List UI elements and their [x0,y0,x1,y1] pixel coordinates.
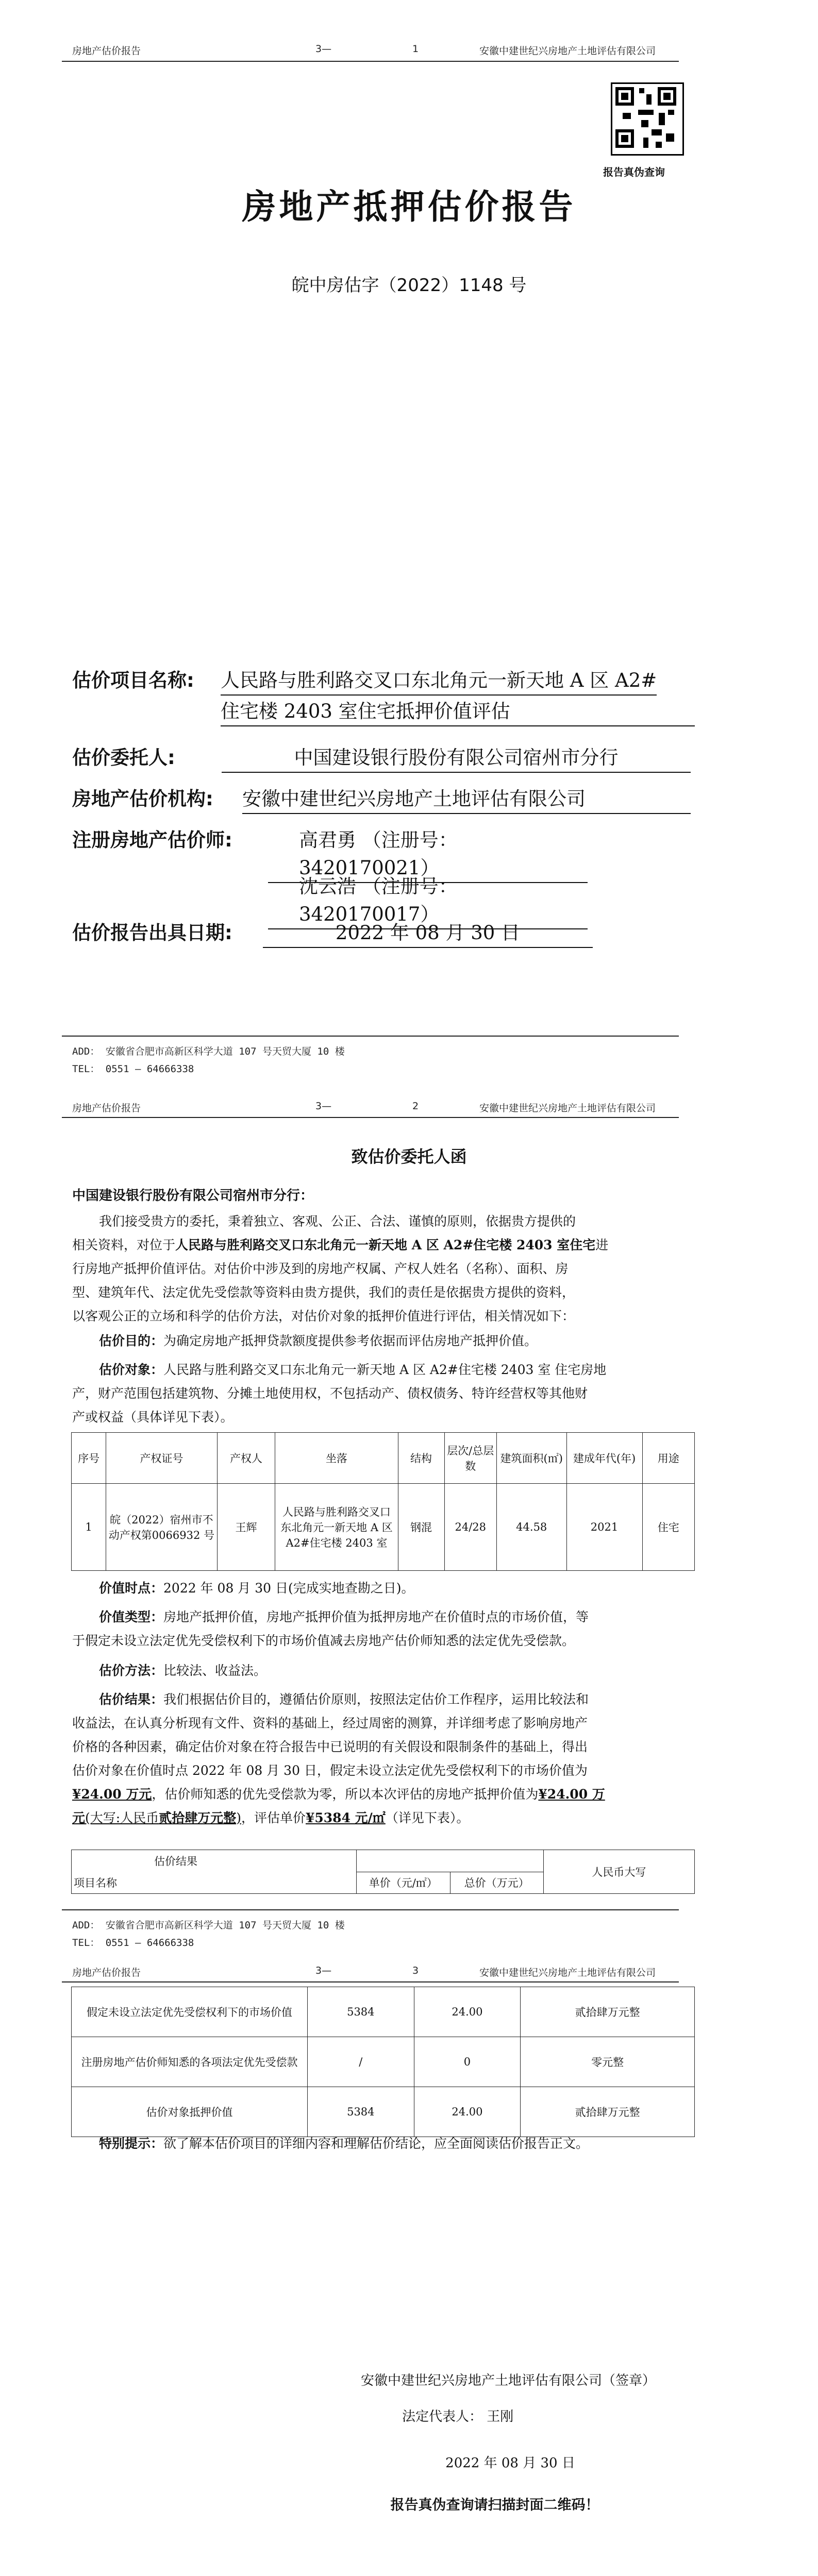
col-header: 坐落 [275,1433,398,1484]
intro-location: 人民路与胜利路交叉口东北角元一新天地 A 区 A2#住宅楼 2403 室住宅 [175,1238,596,1252]
footer-address: ADD： 安徽省合肥市高新区科学大道 107 号天贸大厦 10 楼 [72,1046,345,1057]
value-type-label: 价值类型： [99,1609,164,1624]
col-header: 层次/总层数 [444,1433,496,1484]
unit-price: ¥5384 元/㎡ [306,1810,386,1825]
result-label: 估价结果： [99,1692,164,1707]
property-table [71,1432,695,1571]
table-cell: 钢混 [398,1484,444,1571]
table-cell: 住宅 [642,1484,694,1571]
result-table [71,1987,695,2137]
signature-rep: 法定代表人： 王刚 [402,2409,514,2425]
object-paragraph [72,1358,696,1429]
result-total: 0 [414,2037,521,2087]
result-unit: / [308,2037,414,2087]
appraiser-value-2: 沈云浩 （注册号：3420170017） [268,871,588,929]
result-total: 24.00 [414,2087,521,2137]
col-header: 用途 [642,1433,694,1484]
project-name-label: 估价项目名称: [72,669,194,691]
object-text-2: 产，财产范围包括建筑物、分摊土地使用权，不包括动产、债权债务、特许经营权等其他财 [72,1386,588,1401]
agency-value: 安徽中建世纪兴房地产土地评估有限公司 [242,783,691,814]
table-row [72,1484,695,1571]
page-header-mid: 3— [315,43,332,55]
object-text-3: 产或权益（具体详见下表）。 [72,1410,233,1425]
col-header: 产权人 [217,1433,275,1484]
qr-code[interactable] [611,82,684,156]
purpose-text: 为确定房地产抵押贷款额度提供参考依据而评估房地产抵押价值。 [163,1333,538,1348]
table-cell: 1 [72,1484,106,1571]
result-cn: 贰拾肆万元整 [521,2087,695,2137]
agency-label: 房地产估价机构: [72,788,213,810]
project-name-value: 人民路与胜利路交叉口东北角元一新天地 A 区 A2# [221,665,657,696]
value-date-paragraph [72,1577,696,1600]
result-head-spacer [356,1850,543,1872]
notice-paragraph [72,2132,696,2156]
table-row [72,2037,695,2087]
value-type-text-2: 于假定未设立法定优先受偿权利下的市场价值减去房地产估价师知悉的法定优先受偿款。 [72,1633,575,1648]
footer-address: ADD： 安徽省合肥市高新区科学大道 107 号天贸大厦 10 楼 [72,1920,345,1931]
value-date-text: 2022 年 08 月 30 日(完成实地查勘之日)。 [163,1581,414,1596]
page-number: 2 [412,1100,419,1112]
footer-tel: TEL： 0551 — 64666338 [72,1937,194,1948]
result-cn: 贰拾肆万元整 [521,1987,695,2037]
result-name: 注册房地产估价师知悉的各项法定优先受偿款 [72,2037,308,2087]
header-rule [62,1981,679,1982]
signature-date: 2022 年 08 月 30 日 [445,2455,575,2471]
footer-tel: TEL： 0551 — 64666338 [72,1063,194,1075]
issue-date-value: 2022 年 08 月 30 日 [263,917,593,948]
col-header: 建成年代(年) [566,1433,642,1484]
col-header: 结构 [398,1433,444,1484]
table-cell: 44.58 [496,1484,566,1571]
purpose-paragraph [72,1329,696,1353]
market-value-amount: ¥24.00 万元 [72,1787,152,1802]
result-total: 24.00 [414,1987,521,2037]
report-number: 皖中房估字（2022）1148 号 [291,275,527,296]
result-name: 估价对象抵押价值 [72,2087,308,2137]
page-header-mid: 3— [315,1965,332,1976]
appraiser-label: 注册房地产估价师: [72,829,232,851]
object-text-1: 人民路与胜利路交叉口东北角元一新天地 A 区 A2#住宅楼 2403 室 住宅房地 [163,1362,607,1377]
header-rule [62,1117,679,1118]
result-paragraph: 估价结果：我们根据估价目的，遵循估价原则，按照法定估价工作程序，运用比较法和 收益法，在认真分析现有文件、资料的基础上，经过周密的测算，并详细考虑了影响房地产 价格的各种因素，确定估价对象在符合报告中已说明的有关假设和限制条件的基础上，得出 估价对象在价值时点 2022 年 08 月 30 日，假定未设立法定优先受偿权利下的市场价值为 ¥24.00 万元，估价师知悉的优先受偿款为零，所以本次评估的房地产抵押价值为¥24.00 万 元(大写:人民币贰拾肆万元整)，评估单价¥5384 元/㎡（详见下表）。 [72,1692,605,1825]
notice-label: 特别提示： [99,2136,164,2151]
header-rule [62,61,679,62]
mortgage-value-amount: ¥24.00 万 [538,1787,605,1802]
result-head-cn: 人民币大写 [543,1850,694,1894]
result-head-total: 总价（万元） [450,1872,543,1894]
verify-note: 报告真伪查询请扫描封面二维码！ [390,2497,599,2513]
col-header: 序号 [72,1433,106,1484]
page-header-left: 房地产估价报告 [72,45,141,57]
table-row [72,1987,695,2037]
issue-date-label: 估价报告出具日期: [72,922,232,944]
page-header-left: 房地产估价报告 [72,1103,141,1114]
page-header-right: 安徽中建世纪兴房地产土地评估有限公司 [479,1103,656,1114]
value-type-paragraph [72,1605,696,1653]
intro-line-2: 相关资料，对位于人民路与胜利路交叉口东北角元一新天地 A 区 A2#住宅楼 2403 室住宅进 [72,1238,609,1252]
result-head: 估价结果 [72,1850,357,1872]
method-paragraph [72,1659,696,1683]
result-name: 假定未设立法定优先受偿权利下的市场价值 [72,1987,308,2037]
intro-line-4: 型、建筑年代、法定优先受偿款等资料由贵方提供，我们的责任是依据贵方提供的资料， [72,1285,575,1300]
intro-line-5: 以客观公正的立场和科学的估价方法，对估价对象的抵押价值进行评估，相关情况如下： [72,1309,575,1324]
object-label: 估价对象： [99,1362,164,1377]
result-head-item: 项目名称 [72,1872,357,1894]
signature-company: 安徽中建世纪兴房地产土地评估有限公司（签章） [361,2373,656,2388]
col-header: 产权证号 [106,1433,217,1484]
table-cell: 24/28 [444,1484,496,1571]
intro-line-3: 行房地产抵押价值评估。对估价中涉及到的房地产权属、产权人姓名（名称）、面积、房 [72,1261,569,1276]
result-table-head [71,1850,695,1894]
intro-line-1: 我们接受贵方的委托，秉着独立、客观、公正、合法、谨慎的原则，依据贵方提供的 [99,1214,576,1229]
appraiser-value-1: 高君勇 （注册号：3420170021） [268,824,588,883]
letter-addressee: 中国建设银行股份有限公司宿州市分行： [72,1188,314,1204]
page-number: 3 [412,1965,419,1976]
table-cell: 人民路与胜利路交叉口东北角元一新天地 A 区 A2#住宅楼 2403 室 [275,1484,398,1571]
footer-rule [62,1036,679,1037]
value-type-text-1: 房地产抵押价值，房地产抵押价值为抵押房地产在价值时点的市场价值，等 [163,1609,589,1624]
table-cell: 王辉 [217,1484,275,1571]
amount-in-words: 贰拾肆万元整 [159,1810,237,1825]
purpose-label: 估价目的： [99,1333,164,1348]
method-label: 估价方法： [99,1663,164,1678]
client-label: 估价委托人: [72,747,175,769]
report-title: 房地产抵押估价报告 [242,187,576,227]
table-cell: 皖（2022）宿州市不动产权第0066932 号 [106,1484,217,1571]
page-number: 1 [412,43,419,55]
page-header-left: 房地产估价报告 [72,1967,141,1978]
letter-intro [72,1210,696,1328]
method-text: 比较法、收益法。 [163,1663,267,1678]
page-header-mid: 3— [315,1100,332,1112]
property-table-header [72,1433,695,1484]
result-unit: 5384 [308,1987,414,2037]
page-header-right: 安徽中建世纪兴房地产土地评估有限公司 [479,1967,656,1978]
page-header-right: 安徽中建世纪兴房地产土地评估有限公司 [479,45,656,57]
client-value: 中国建设银行股份有限公司宿州市分行 [222,742,691,773]
col-header: 建筑面积(㎡) [496,1433,566,1484]
table-row [72,2087,695,2137]
result-cn: 零元整 [521,2037,695,2087]
qr-caption: 报告真伪查询 [603,166,665,178]
value-date-label: 价值时点： [99,1581,164,1596]
result-unit: 5384 [308,2087,414,2137]
footer-rule [62,1909,679,1910]
letter-title: 致估价委托人函 [351,1147,467,1166]
result-head-unit: 单价（元/㎡） [356,1872,450,1894]
notice-text: 欲了解本估价项目的详细内容和理解估价结论，应全面阅读估价报告正文。 [163,2136,589,2151]
table-cell: 2021 [566,1484,642,1571]
project-name-value-line2: 住宅楼 2403 室住宅抵押价值评估 [221,696,695,726]
